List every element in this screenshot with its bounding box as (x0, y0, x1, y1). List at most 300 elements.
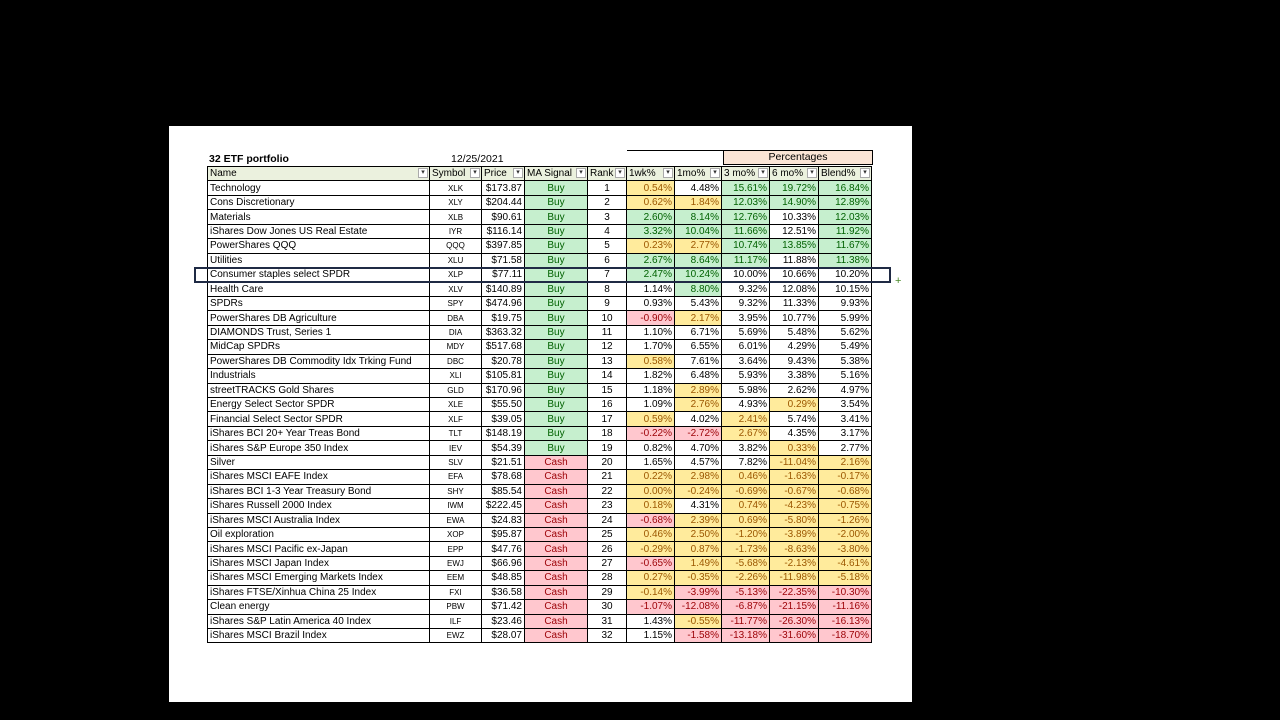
mo3-cell[interactable]: -1.20% (722, 527, 770, 541)
mo6-cell[interactable]: 19.72% (770, 181, 819, 195)
blend-cell[interactable]: 3.54% (819, 398, 872, 412)
symbol-cell[interactable]: TLT (430, 426, 482, 440)
name-cell[interactable]: Utilities (208, 253, 430, 267)
blend-cell[interactable]: 5.38% (819, 354, 872, 368)
symbol-cell[interactable]: PBW (430, 600, 482, 614)
rank-cell[interactable]: 21 (588, 470, 627, 484)
mo3-cell[interactable]: 0.46% (722, 470, 770, 484)
mo6-cell[interactable]: 13.85% (770, 239, 819, 253)
mo3-cell[interactable]: 11.66% (722, 224, 770, 238)
price-cell[interactable]: $517.68 (482, 340, 525, 354)
blend-cell[interactable]: -11.16% (819, 600, 872, 614)
mo1-cell[interactable]: 2.77% (675, 239, 722, 253)
price-cell[interactable]: $116.14 (482, 224, 525, 238)
wk1-cell[interactable]: 1.18% (627, 383, 675, 397)
filter-dropdown-icon[interactable]: ▾ (710, 168, 720, 178)
mo1-cell[interactable]: 1.49% (675, 556, 722, 570)
mo1-cell[interactable]: 1.84% (675, 195, 722, 209)
name-cell[interactable]: DIAMONDS Trust, Series 1 (208, 325, 430, 339)
price-cell[interactable]: $28.07 (482, 629, 525, 643)
signal-cell[interactable]: Buy (525, 383, 588, 397)
symbol-cell[interactable]: XOP (430, 527, 482, 541)
blend-cell[interactable]: 2.77% (819, 441, 872, 455)
mo6-cell[interactable]: 4.29% (770, 340, 819, 354)
blend-cell[interactable]: 5.16% (819, 369, 872, 383)
mo3-cell[interactable]: -0.69% (722, 484, 770, 498)
column-header[interactable] (430, 167, 482, 181)
signal-cell[interactable]: Cash (525, 629, 588, 643)
name-cell[interactable]: Silver (208, 455, 430, 469)
mo6-cell[interactable]: -3.89% (770, 527, 819, 541)
rank-cell[interactable]: 15 (588, 383, 627, 397)
mo1-cell[interactable]: 8.14% (675, 210, 722, 224)
blend-cell[interactable]: -5.18% (819, 571, 872, 585)
signal-cell[interactable]: Buy (525, 398, 588, 412)
signal-cell[interactable]: Cash (525, 614, 588, 628)
mo6-cell[interactable]: 0.29% (770, 398, 819, 412)
blend-cell[interactable]: -1.26% (819, 513, 872, 527)
symbol-cell[interactable]: SHY (430, 484, 482, 498)
wk1-cell[interactable]: -0.29% (627, 542, 675, 556)
mo6-cell[interactable]: -1.63% (770, 470, 819, 484)
wk1-cell[interactable]: 0.62% (627, 195, 675, 209)
mo6-cell[interactable]: 10.66% (770, 268, 819, 282)
mo1-cell[interactable]: 6.71% (675, 325, 722, 339)
rank-cell[interactable]: 2 (588, 195, 627, 209)
rank-cell[interactable]: 31 (588, 614, 627, 628)
rank-cell[interactable]: 10 (588, 311, 627, 325)
name-cell[interactable]: PowerShares QQQ (208, 239, 430, 253)
symbol-cell[interactable]: XLB (430, 210, 482, 224)
column-header[interactable] (627, 167, 675, 181)
price-cell[interactable]: $90.61 (482, 210, 525, 224)
symbol-cell[interactable]: IEV (430, 441, 482, 455)
mo6-cell[interactable]: -4.23% (770, 499, 819, 513)
wk1-cell[interactable]: -0.22% (627, 426, 675, 440)
symbol-cell[interactable]: ILF (430, 614, 482, 628)
mo6-cell[interactable]: -0.67% (770, 484, 819, 498)
signal-cell[interactable]: Cash (525, 470, 588, 484)
symbol-cell[interactable]: XLK (430, 181, 482, 195)
name-cell[interactable]: Technology (208, 181, 430, 195)
blend-cell[interactable]: 10.15% (819, 282, 872, 296)
wk1-cell[interactable]: 1.43% (627, 614, 675, 628)
filter-dropdown-icon[interactable]: ▾ (807, 168, 817, 178)
rank-cell[interactable]: 16 (588, 398, 627, 412)
mo1-cell[interactable]: 8.80% (675, 282, 722, 296)
signal-cell[interactable]: Buy (525, 239, 588, 253)
filter-dropdown-icon[interactable]: ▾ (615, 168, 625, 178)
mo1-cell[interactable]: -3.99% (675, 585, 722, 599)
rank-cell[interactable]: 12 (588, 340, 627, 354)
rank-cell[interactable]: 25 (588, 527, 627, 541)
mo1-cell[interactable]: 2.76% (675, 398, 722, 412)
wk1-cell[interactable]: 0.82% (627, 441, 675, 455)
name-cell[interactable]: iShares S&P Europe 350 Index (208, 441, 430, 455)
mo3-cell[interactable]: -2.26% (722, 571, 770, 585)
signal-cell[interactable]: Cash (525, 527, 588, 541)
mo1-cell[interactable]: -0.55% (675, 614, 722, 628)
wk1-cell[interactable]: 2.47% (627, 268, 675, 282)
mo6-cell[interactable]: 11.88% (770, 253, 819, 267)
price-cell[interactable]: $39.05 (482, 412, 525, 426)
rank-cell[interactable]: 14 (588, 369, 627, 383)
mo6-cell[interactable]: -8.63% (770, 542, 819, 556)
price-cell[interactable]: $71.58 (482, 253, 525, 267)
mo6-cell[interactable]: 12.51% (770, 224, 819, 238)
name-cell[interactable]: Financial Select Sector SPDR (208, 412, 430, 426)
name-cell[interactable]: Oil exploration (208, 527, 430, 541)
signal-cell[interactable]: Cash (525, 484, 588, 498)
signal-cell[interactable]: Buy (525, 412, 588, 426)
mo1-cell[interactable]: 6.55% (675, 340, 722, 354)
rank-cell[interactable]: 27 (588, 556, 627, 570)
wk1-cell[interactable]: 0.23% (627, 239, 675, 253)
wk1-cell[interactable]: 0.93% (627, 296, 675, 310)
blend-cell[interactable]: -16.13% (819, 614, 872, 628)
symbol-cell[interactable]: DBC (430, 354, 482, 368)
column-header[interactable] (722, 167, 770, 181)
mo1-cell[interactable]: 4.02% (675, 412, 722, 426)
signal-cell[interactable]: Buy (525, 268, 588, 282)
column-header[interactable] (588, 167, 627, 181)
blend-cell[interactable]: 3.17% (819, 426, 872, 440)
mo3-cell[interactable]: 4.93% (722, 398, 770, 412)
signal-cell[interactable]: Buy (525, 354, 588, 368)
price-cell[interactable]: $78.68 (482, 470, 525, 484)
mo3-cell[interactable]: 7.82% (722, 455, 770, 469)
name-cell[interactable]: iShares MSCI EAFE Index (208, 470, 430, 484)
blend-cell[interactable]: 4.97% (819, 383, 872, 397)
signal-cell[interactable]: Buy (525, 426, 588, 440)
mo3-cell[interactable]: 0.69% (722, 513, 770, 527)
mo6-cell[interactable]: 2.62% (770, 383, 819, 397)
price-cell[interactable]: $140.89 (482, 282, 525, 296)
signal-cell[interactable]: Buy (525, 311, 588, 325)
mo3-cell[interactable]: 5.93% (722, 369, 770, 383)
signal-cell[interactable]: Cash (525, 585, 588, 599)
filter-dropdown-icon[interactable]: ▾ (663, 168, 673, 178)
blend-cell[interactable]: -0.68% (819, 484, 872, 498)
wk1-cell[interactable]: 2.60% (627, 210, 675, 224)
price-cell[interactable]: $173.87 (482, 181, 525, 195)
name-cell[interactable]: Materials (208, 210, 430, 224)
name-cell[interactable]: iShares MSCI Australia Index (208, 513, 430, 527)
blend-cell[interactable]: -3.80% (819, 542, 872, 556)
symbol-cell[interactable]: XLP (430, 268, 482, 282)
price-cell[interactable]: $397.85 (482, 239, 525, 253)
rank-cell[interactable]: 8 (588, 282, 627, 296)
mo3-cell[interactable]: 3.95% (722, 311, 770, 325)
price-cell[interactable]: $85.54 (482, 484, 525, 498)
symbol-cell[interactable]: SLV (430, 455, 482, 469)
blend-cell[interactable]: 5.62% (819, 325, 872, 339)
price-cell[interactable]: $48.85 (482, 571, 525, 585)
price-cell[interactable]: $66.96 (482, 556, 525, 570)
name-cell[interactable]: iShares MSCI Japan Index (208, 556, 430, 570)
name-cell[interactable]: iShares MSCI Brazil Index (208, 629, 430, 643)
signal-cell[interactable]: Buy (525, 369, 588, 383)
signal-cell[interactable]: Buy (525, 181, 588, 195)
rank-cell[interactable]: 28 (588, 571, 627, 585)
mo3-cell[interactable]: 12.76% (722, 210, 770, 224)
symbol-cell[interactable]: EWA (430, 513, 482, 527)
mo6-cell[interactable]: 5.74% (770, 412, 819, 426)
signal-cell[interactable]: Cash (525, 556, 588, 570)
mo1-cell[interactable]: -2.72% (675, 426, 722, 440)
blend-cell[interactable]: 2.16% (819, 455, 872, 469)
price-cell[interactable]: $47.76 (482, 542, 525, 556)
mo1-cell[interactable]: 4.57% (675, 455, 722, 469)
signal-cell[interactable]: Buy (525, 296, 588, 310)
mo1-cell[interactable]: 4.48% (675, 181, 722, 195)
wk1-cell[interactable]: 1.09% (627, 398, 675, 412)
mo1-cell[interactable]: -1.58% (675, 629, 722, 643)
mo1-cell[interactable]: 4.70% (675, 441, 722, 455)
symbol-cell[interactable]: EPP (430, 542, 482, 556)
wk1-cell[interactable]: 2.67% (627, 253, 675, 267)
mo6-cell[interactable]: 9.43% (770, 354, 819, 368)
rank-cell[interactable]: 3 (588, 210, 627, 224)
blend-cell[interactable]: 11.38% (819, 253, 872, 267)
mo3-cell[interactable]: 9.32% (722, 282, 770, 296)
name-cell[interactable]: iShares Russell 2000 Index (208, 499, 430, 513)
name-cell[interactable]: Health Care (208, 282, 430, 296)
price-cell[interactable]: $222.45 (482, 499, 525, 513)
symbol-cell[interactable]: XLY (430, 195, 482, 209)
signal-cell[interactable]: Cash (525, 455, 588, 469)
mo3-cell[interactable]: -11.77% (722, 614, 770, 628)
mo6-cell[interactable]: 10.33% (770, 210, 819, 224)
name-cell[interactable]: iShares BCI 1-3 Year Treasury Bond (208, 484, 430, 498)
filter-dropdown-icon[interactable]: ▾ (470, 168, 480, 178)
rank-cell[interactable]: 22 (588, 484, 627, 498)
wk1-cell[interactable]: 1.14% (627, 282, 675, 296)
blend-cell[interactable]: 5.99% (819, 311, 872, 325)
rank-cell[interactable]: 11 (588, 325, 627, 339)
name-cell[interactable]: streetTRACKS Gold Shares (208, 383, 430, 397)
price-cell[interactable]: $24.83 (482, 513, 525, 527)
rank-cell[interactable]: 20 (588, 455, 627, 469)
mo6-cell[interactable]: 0.33% (770, 441, 819, 455)
blend-cell[interactable]: -2.00% (819, 527, 872, 541)
wk1-cell[interactable]: 0.58% (627, 354, 675, 368)
rank-cell[interactable]: 7 (588, 268, 627, 282)
name-cell[interactable]: PowerShares DB Agriculture (208, 311, 430, 325)
filter-dropdown-icon[interactable]: ▾ (576, 168, 586, 178)
mo3-cell[interactable]: 6.01% (722, 340, 770, 354)
signal-cell[interactable]: Buy (525, 325, 588, 339)
blend-cell[interactable]: 11.92% (819, 224, 872, 238)
mo1-cell[interactable]: -0.35% (675, 571, 722, 585)
mo3-cell[interactable]: -6.87% (722, 600, 770, 614)
blend-cell[interactable]: 3.41% (819, 412, 872, 426)
price-cell[interactable]: $20.78 (482, 354, 525, 368)
wk1-cell[interactable]: 0.46% (627, 527, 675, 541)
signal-cell[interactable]: Cash (525, 571, 588, 585)
signal-cell[interactable]: Cash (525, 542, 588, 556)
mo1-cell[interactable]: 0.87% (675, 542, 722, 556)
name-cell[interactable]: SPDRs (208, 296, 430, 310)
price-cell[interactable]: $71.42 (482, 600, 525, 614)
signal-cell[interactable]: Cash (525, 499, 588, 513)
wk1-cell[interactable]: 0.54% (627, 181, 675, 195)
signal-cell[interactable]: Cash (525, 600, 588, 614)
price-cell[interactable]: $23.46 (482, 614, 525, 628)
column-header[interactable] (819, 167, 872, 181)
filter-dropdown-icon[interactable]: ▾ (758, 168, 768, 178)
name-cell[interactable]: Cons Discretionary (208, 195, 430, 209)
symbol-cell[interactable]: EFA (430, 470, 482, 484)
name-cell[interactable]: iShares Dow Jones US Real Estate (208, 224, 430, 238)
rank-cell[interactable]: 9 (588, 296, 627, 310)
wk1-cell[interactable]: -1.07% (627, 600, 675, 614)
mo3-cell[interactable]: 9.32% (722, 296, 770, 310)
rank-cell[interactable]: 6 (588, 253, 627, 267)
symbol-cell[interactable]: EWJ (430, 556, 482, 570)
mo6-cell[interactable]: -5.80% (770, 513, 819, 527)
mo3-cell[interactable]: 15.61% (722, 181, 770, 195)
rank-cell[interactable]: 26 (588, 542, 627, 556)
filter-dropdown-icon[interactable]: ▾ (860, 168, 870, 178)
blend-cell[interactable]: 9.93% (819, 296, 872, 310)
price-cell[interactable]: $19.75 (482, 311, 525, 325)
filter-dropdown-icon[interactable]: ▾ (418, 168, 428, 178)
mo3-cell[interactable]: 10.74% (722, 239, 770, 253)
symbol-cell[interactable]: GLD (430, 383, 482, 397)
blend-cell[interactable]: -10.30% (819, 585, 872, 599)
symbol-cell[interactable]: FXI (430, 585, 482, 599)
mo3-cell[interactable]: 0.74% (722, 499, 770, 513)
column-header[interactable] (525, 167, 588, 181)
name-cell[interactable]: Consumer staples select SPDR (208, 268, 430, 282)
mo1-cell[interactable]: 10.04% (675, 224, 722, 238)
symbol-cell[interactable]: IYR (430, 224, 482, 238)
wk1-cell[interactable]: 0.22% (627, 470, 675, 484)
mo6-cell[interactable]: -11.98% (770, 571, 819, 585)
rank-cell[interactable]: 19 (588, 441, 627, 455)
name-cell[interactable]: MidCap SPDRs (208, 340, 430, 354)
mo3-cell[interactable]: 2.41% (722, 412, 770, 426)
signal-cell[interactable]: Cash (525, 513, 588, 527)
symbol-cell[interactable]: EEM (430, 571, 482, 585)
symbol-cell[interactable]: XLI (430, 369, 482, 383)
wk1-cell[interactable]: 1.10% (627, 325, 675, 339)
rank-cell[interactable]: 18 (588, 426, 627, 440)
wk1-cell[interactable]: 0.59% (627, 412, 675, 426)
filter-dropdown-icon[interactable]: ▾ (513, 168, 523, 178)
mo1-cell[interactable]: 2.50% (675, 527, 722, 541)
mo1-cell[interactable]: 4.31% (675, 499, 722, 513)
blend-cell[interactable]: -18.70% (819, 629, 872, 643)
signal-cell[interactable]: Buy (525, 195, 588, 209)
mo1-cell[interactable]: 10.24% (675, 268, 722, 282)
price-cell[interactable]: $170.96 (482, 383, 525, 397)
price-cell[interactable]: $474.96 (482, 296, 525, 310)
mo3-cell[interactable]: -5.13% (722, 585, 770, 599)
blend-cell[interactable]: 12.89% (819, 195, 872, 209)
wk1-cell[interactable]: 0.00% (627, 484, 675, 498)
signal-cell[interactable]: Buy (525, 441, 588, 455)
signal-cell[interactable]: Buy (525, 210, 588, 224)
name-cell[interactable]: iShares MSCI Emerging Markets Index (208, 571, 430, 585)
mo6-cell[interactable]: 3.38% (770, 369, 819, 383)
price-cell[interactable]: $77.11 (482, 268, 525, 282)
symbol-cell[interactable]: IWM (430, 499, 482, 513)
blend-cell[interactable]: -4.61% (819, 556, 872, 570)
price-cell[interactable]: $204.44 (482, 195, 525, 209)
rank-cell[interactable]: 4 (588, 224, 627, 238)
name-cell[interactable]: Energy Select Sector SPDR (208, 398, 430, 412)
name-cell[interactable]: iShares BCI 20+ Year Treas Bond (208, 426, 430, 440)
mo1-cell[interactable]: -12.08% (675, 600, 722, 614)
symbol-cell[interactable]: XLF (430, 412, 482, 426)
mo3-cell[interactable]: -5.68% (722, 556, 770, 570)
name-cell[interactable]: Industrials (208, 369, 430, 383)
mo1-cell[interactable]: 6.48% (675, 369, 722, 383)
symbol-cell[interactable]: QQQ (430, 239, 482, 253)
mo1-cell[interactable]: 2.17% (675, 311, 722, 325)
symbol-cell[interactable]: MDY (430, 340, 482, 354)
mo1-cell[interactable]: 5.43% (675, 296, 722, 310)
signal-cell[interactable]: Buy (525, 340, 588, 354)
symbol-cell[interactable]: XLE (430, 398, 482, 412)
wk1-cell[interactable]: -0.14% (627, 585, 675, 599)
column-header[interactable] (208, 167, 430, 181)
mo3-cell[interactable]: 5.69% (722, 325, 770, 339)
price-cell[interactable]: $21.51 (482, 455, 525, 469)
mo6-cell[interactable]: 14.90% (770, 195, 819, 209)
price-cell[interactable]: $95.87 (482, 527, 525, 541)
rank-cell[interactable]: 13 (588, 354, 627, 368)
mo3-cell[interactable]: 3.82% (722, 441, 770, 455)
symbol-cell[interactable]: XLU (430, 253, 482, 267)
wk1-cell[interactable]: 0.18% (627, 499, 675, 513)
mo1-cell[interactable]: 2.98% (675, 470, 722, 484)
symbol-cell[interactable]: DBA (430, 311, 482, 325)
rank-cell[interactable]: 23 (588, 499, 627, 513)
rank-cell[interactable]: 32 (588, 629, 627, 643)
mo3-cell[interactable]: 3.64% (722, 354, 770, 368)
column-header[interactable] (482, 167, 525, 181)
mo6-cell[interactable]: 10.77% (770, 311, 819, 325)
mo3-cell[interactable]: 2.67% (722, 426, 770, 440)
price-cell[interactable]: $148.19 (482, 426, 525, 440)
name-cell[interactable]: iShares MSCI Pacific ex-Japan (208, 542, 430, 556)
mo6-cell[interactable]: 4.35% (770, 426, 819, 440)
wk1-cell[interactable]: 3.32% (627, 224, 675, 238)
price-cell[interactable]: $363.32 (482, 325, 525, 339)
mo3-cell[interactable]: -13.18% (722, 629, 770, 643)
symbol-cell[interactable]: DIA (430, 325, 482, 339)
name-cell[interactable]: Clean energy (208, 600, 430, 614)
wk1-cell[interactable]: -0.68% (627, 513, 675, 527)
wk1-cell[interactable]: -0.90% (627, 311, 675, 325)
blend-cell[interactable]: 11.67% (819, 239, 872, 253)
price-cell[interactable]: $36.58 (482, 585, 525, 599)
mo6-cell[interactable]: -21.15% (770, 600, 819, 614)
symbol-cell[interactable]: EWZ (430, 629, 482, 643)
symbol-cell[interactable]: SPY (430, 296, 482, 310)
wk1-cell[interactable]: 1.65% (627, 455, 675, 469)
mo3-cell[interactable]: 12.03% (722, 195, 770, 209)
mo6-cell[interactable]: -11.04% (770, 455, 819, 469)
blend-cell[interactable]: -0.75% (819, 499, 872, 513)
blend-cell[interactable]: 5.49% (819, 340, 872, 354)
mo1-cell[interactable]: -0.24% (675, 484, 722, 498)
mo6-cell[interactable]: -22.35% (770, 585, 819, 599)
mo1-cell[interactable]: 2.89% (675, 383, 722, 397)
